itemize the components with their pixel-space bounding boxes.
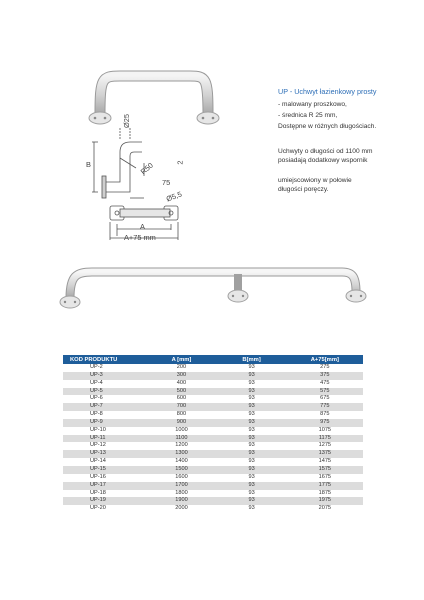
product-title: UP - Uchwyt łazienkowy prosty	[278, 87, 377, 96]
cell-code: UP-13	[63, 450, 146, 458]
cell-total: 1575	[287, 466, 363, 474]
cell-a: 1700	[146, 482, 216, 490]
cell-b: 93	[216, 427, 286, 435]
feature-line-2: - średnica R 25 mm,	[278, 112, 338, 119]
support-note-2	[278, 176, 418, 194]
table-row	[63, 427, 363, 435]
dim-depth-75: 75	[162, 178, 171, 187]
cell-b: 93	[216, 364, 286, 372]
cell-b: 93	[216, 458, 286, 466]
cell-b: 93	[216, 482, 286, 490]
support-note-2-line-1: umiejscowiony w połowie	[278, 177, 352, 184]
cell-b: 93	[216, 372, 286, 380]
table-row	[63, 474, 363, 482]
cell-total: 1075	[287, 427, 363, 435]
cell-a: 1300	[146, 450, 216, 458]
cell-code: UP-15	[63, 466, 146, 474]
cell-a: 1000	[146, 427, 216, 435]
cell-code: UP-7	[63, 403, 146, 411]
cell-a: 1900	[146, 497, 216, 505]
header-total: A+75[mm]	[287, 355, 363, 364]
cell-b: 93	[216, 388, 286, 396]
dim-height-b: B	[86, 160, 91, 169]
cell-total: 1675	[287, 474, 363, 482]
feature-line-1: - malowany proszkowo,	[278, 101, 347, 108]
cell-a: 600	[146, 395, 216, 403]
support-note	[278, 147, 418, 165]
cell-b: 93	[216, 474, 286, 482]
cell-code: UP-19	[63, 497, 146, 505]
table-row	[63, 403, 363, 411]
cell-code: UP-16	[63, 474, 146, 482]
cell-b: 93	[216, 450, 286, 458]
cell-b: 93	[216, 490, 286, 498]
side-profile-drawing	[90, 118, 208, 200]
cell-a: 1400	[146, 458, 216, 466]
table-row	[63, 482, 363, 490]
cell-a: 300	[146, 372, 216, 380]
cell-total: 1375	[287, 450, 363, 458]
cell-code: UP-18	[63, 490, 146, 498]
table-row	[63, 442, 363, 450]
cell-code: UP-5	[63, 388, 146, 396]
support-note-2-line-2: długości poręczy.	[278, 186, 329, 193]
cell-a: 400	[146, 380, 216, 388]
cell-total: 975	[287, 419, 363, 427]
table-row	[63, 466, 363, 474]
cell-b: 93	[216, 395, 286, 403]
cell-code: UP-4	[63, 380, 146, 388]
cell-total: 1475	[287, 458, 363, 466]
cell-b: 93	[216, 466, 286, 474]
cell-code: UP-20	[63, 505, 146, 513]
cell-total: 1875	[287, 490, 363, 498]
table-row	[63, 372, 363, 380]
cell-code: UP-11	[63, 435, 146, 443]
cell-total: 1775	[287, 482, 363, 490]
cell-total: 675	[287, 395, 363, 403]
cell-b: 93	[216, 497, 286, 505]
cell-total: 475	[287, 380, 363, 388]
cell-a: 200	[146, 364, 216, 372]
feature-line-3: Dostępne w różnych długościach.	[278, 123, 377, 130]
dim-length-a75: A+75 mm	[124, 233, 156, 242]
dim-length-a: A	[140, 222, 145, 231]
cell-total: 775	[287, 403, 363, 411]
table-row	[63, 450, 363, 458]
cell-a: 1600	[146, 474, 216, 482]
cell-total: 1975	[287, 497, 363, 505]
cell-a: 1800	[146, 490, 216, 498]
table-row	[63, 388, 363, 396]
cell-code: UP-14	[63, 458, 146, 466]
cell-b: 93	[216, 411, 286, 419]
cell-b: 93	[216, 419, 286, 427]
header-a: A [mm]	[146, 355, 216, 364]
table-row	[63, 419, 363, 427]
table-row	[63, 505, 363, 513]
cell-total: 1275	[287, 442, 363, 450]
cell-b: 93	[216, 505, 286, 513]
cell-b: 93	[216, 403, 286, 411]
dim-hole-diameter: Ø5,5	[164, 189, 184, 204]
table-row	[63, 364, 363, 372]
table-row	[63, 411, 363, 419]
cell-b: 93	[216, 442, 286, 450]
support-note-line-2: posiadają dodatkowy wspornik	[278, 157, 368, 164]
cell-code: UP-17	[63, 482, 146, 490]
dim-tube-diameter: Ø25	[122, 114, 131, 128]
header-b: B[mm]	[216, 355, 286, 364]
cell-a: 500	[146, 388, 216, 396]
cell-code: UP-12	[63, 442, 146, 450]
cell-a: 2000	[146, 505, 216, 513]
long-grab-bar-photo	[52, 262, 378, 314]
header-code: KOD PRODUKTU	[63, 355, 146, 364]
cell-code: UP-9	[63, 419, 146, 427]
cell-total: 1175	[287, 435, 363, 443]
cell-code: UP-8	[63, 411, 146, 419]
support-note-line-1: Uchwyty o długości od 1100 mm	[278, 148, 373, 155]
product-code-table	[63, 355, 363, 513]
cell-a: 700	[146, 403, 216, 411]
table-header-row	[63, 355, 363, 364]
cell-a: 900	[146, 419, 216, 427]
cell-code: UP-3	[63, 372, 146, 380]
cell-a: 1500	[146, 466, 216, 474]
cell-a: 1200	[146, 442, 216, 450]
cell-total: 275	[287, 364, 363, 372]
cell-a: 800	[146, 411, 216, 419]
cell-total: 875	[287, 411, 363, 419]
cell-b: 93	[216, 435, 286, 443]
cell-b: 93	[216, 380, 286, 388]
table-row	[63, 380, 363, 388]
table-row	[63, 497, 363, 505]
table-row	[63, 435, 363, 443]
cell-code: UP-6	[63, 395, 146, 403]
cell-code: UP-2	[63, 364, 146, 372]
cell-total: 375	[287, 372, 363, 380]
table-row	[63, 490, 363, 498]
cell-a: 1100	[146, 435, 216, 443]
dim-radius: R50	[138, 160, 155, 177]
cell-code: UP-10	[63, 427, 146, 435]
cell-total: 2075	[287, 505, 363, 513]
cell-total: 575	[287, 388, 363, 396]
dim-2: 2	[175, 160, 185, 165]
table-row	[63, 458, 363, 466]
table-row	[63, 395, 363, 403]
